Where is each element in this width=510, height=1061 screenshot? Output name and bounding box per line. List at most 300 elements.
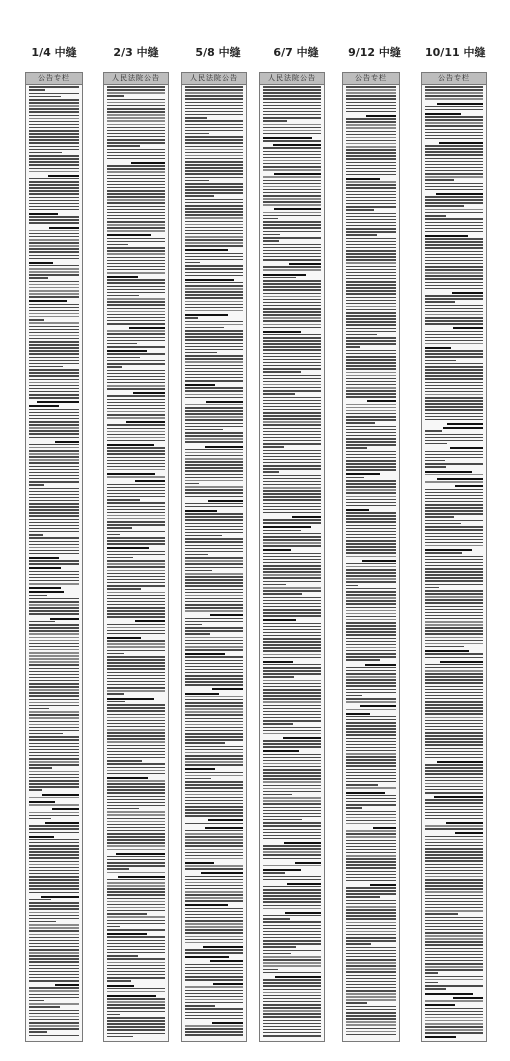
text-line [107,253,165,255]
text-line [107,760,142,762]
text-line [185,1002,243,1004]
text-line [107,447,165,449]
text-line [29,591,64,593]
text-line [107,1017,165,1019]
text-line [346,108,396,110]
text-line [425,539,483,541]
text-line [346,981,396,983]
text-line [287,883,321,885]
text-line [346,256,396,258]
text-line [263,403,321,405]
text-line [107,646,165,648]
text-line [263,979,321,981]
text-line [185,908,243,910]
text-line [346,334,377,336]
text-line [185,233,243,235]
text-line [425,606,483,608]
notice-column-3 [181,72,247,1042]
text-line [185,89,243,91]
text-line [263,450,321,452]
text-line [425,640,483,642]
text-line [425,770,483,772]
text-line [107,891,165,893]
text-line [107,995,156,997]
text-line [263,490,321,492]
text-line [185,394,243,396]
text-line [185,489,243,491]
text-line [185,317,198,319]
text-line [346,297,396,299]
text-line [263,705,321,707]
text-line [185,885,243,887]
text-line [185,633,210,635]
text-line [185,812,243,814]
text-line [346,968,396,970]
column-label-2: 2/3 中缝 [113,46,159,59]
text-line [425,437,483,439]
text-line [425,443,447,445]
text-line [29,484,44,486]
text-line [107,437,165,439]
column-label-6: 10/11 中缝 [425,46,486,59]
text-line [29,961,79,963]
text-line [263,314,321,316]
text-line [346,244,396,246]
text-line [185,675,243,677]
text-line [425,917,483,919]
text-line [185,775,243,777]
text-line [346,86,396,88]
text-line [29,456,79,458]
text-line [29,864,79,866]
text-line [185,643,243,645]
text-line [425,382,483,384]
text-line [425,777,483,779]
text-line [346,849,396,851]
text-line [29,915,79,917]
text-line [29,1000,44,1002]
text-line [346,368,396,370]
text-line [346,531,396,533]
text-line [346,191,396,193]
text-line [29,724,79,726]
text-line [107,704,165,706]
text-line [107,821,165,823]
text-line [185,624,202,626]
text-line [263,468,321,470]
text-line [346,893,396,895]
text-line [425,963,483,965]
text-line [346,887,396,889]
text-line [425,646,464,648]
text-line [425,451,483,453]
text-line [346,867,396,869]
text-line [425,713,483,715]
text-line [185,815,243,817]
text-line [346,817,396,819]
text-line [185,108,243,110]
text-line [185,275,243,277]
text-line [107,751,165,753]
text-line [107,576,165,578]
text-line [29,699,79,701]
text-line [185,964,243,966]
text-line [346,473,380,475]
text-line [185,410,243,412]
text-line [263,387,321,389]
text-line [107,250,165,252]
text-line [425,366,483,368]
text-line [185,470,243,472]
text-line [185,678,243,680]
text-line [263,641,321,643]
text-line [107,738,165,740]
text-line [346,356,396,358]
text-line [185,256,243,258]
text-line [107,767,165,769]
text-line [425,372,483,374]
text-line [263,124,321,126]
text-line [29,649,79,651]
text-line [346,588,396,590]
text-line [29,164,79,166]
text-line [29,646,79,648]
text-line [107,184,165,186]
text-line [29,912,79,914]
text-line [263,1004,321,1006]
text-line [425,860,483,862]
text-line [29,115,79,117]
text-line [346,682,396,684]
text-line [263,714,321,716]
text-line [263,785,321,787]
text-line [107,95,124,97]
text-line [263,92,321,94]
text-line [425,419,483,421]
text-line [346,384,396,386]
text-line [107,872,165,874]
column-header-4: 人民法院公告 [260,73,324,85]
text-line [425,764,483,766]
text-line [29,500,79,502]
text-line [346,496,396,498]
text-line [29,758,79,760]
text-line [29,133,79,135]
text-line [29,108,79,110]
text-line [425,848,483,850]
text-line [436,193,483,195]
text-line [29,553,79,555]
text-line [185,1025,243,1027]
text-line [185,230,243,232]
text-line [107,382,165,384]
text-line [29,801,55,803]
text-line [263,763,321,765]
text-line [263,664,321,666]
text-line [263,471,279,473]
text-line [346,340,396,342]
text-line [107,434,165,436]
text-line [107,340,165,342]
text-line [29,677,79,679]
text-line [185,133,209,135]
text-line [29,702,79,704]
text-line [425,799,483,801]
text-line [346,98,396,100]
text-line [29,168,79,170]
text-line [107,295,139,297]
text-line [425,786,483,788]
text-line [107,933,147,935]
text-line [434,796,483,798]
text-line [263,89,321,91]
text-line [346,940,396,942]
text-line [185,973,243,975]
text-line [29,876,79,878]
text-line [29,382,79,384]
text-line [263,296,321,298]
text-line [185,195,214,197]
text-line [346,569,396,571]
text-line [425,596,483,598]
text-line [107,473,155,475]
text-line [425,888,483,890]
text-line [425,129,483,131]
text-line [346,463,396,465]
text-line [107,244,128,246]
text-line [263,293,321,295]
text-line [425,615,483,617]
text-line [263,876,321,878]
text-line [107,991,165,993]
text-line [185,803,243,805]
text-line [185,772,243,774]
text-line [185,956,229,958]
text-line [425,732,483,734]
text-line [29,994,79,996]
text-line [107,998,165,1000]
text-line [425,882,483,884]
text-line [263,851,321,853]
text-line [263,384,321,386]
text-line [29,453,79,455]
text-line [425,584,483,586]
text-line [425,314,483,316]
text-line [107,701,125,703]
text-line [263,446,284,448]
text-line [185,842,243,844]
text-line [107,227,165,229]
text-line [346,447,367,449]
text-line [263,689,321,691]
column-text-2 [107,85,165,1039]
text-line [263,130,321,132]
text-line [425,215,446,217]
text-line [346,225,396,227]
text-line [425,397,483,399]
text-line [29,338,79,340]
text-line [425,209,483,211]
text-line [425,707,483,709]
text-line [263,559,321,561]
text-line [263,629,321,631]
text-line [425,388,483,390]
text-line [346,222,396,224]
text-line [425,98,483,100]
text-line [185,852,243,854]
text-line [185,474,243,476]
text-line [425,492,483,494]
text-line [263,331,301,333]
text-line [29,522,79,524]
text-line [263,708,321,710]
text-line [107,257,165,259]
text-line [346,840,396,842]
text-line [263,237,321,239]
text-line [107,783,165,785]
text-line [346,489,396,491]
text-line [425,744,483,746]
text-line [29,607,79,609]
text-line [107,127,165,129]
text-line [185,554,208,556]
text-line [185,416,243,418]
text-line [346,309,396,311]
text-line [185,1031,243,1033]
text-line [29,130,79,132]
text-line [425,717,483,719]
text-line [425,151,483,153]
text-line [203,946,243,948]
text-line [263,522,321,524]
text-line [29,643,79,645]
text-line [107,988,165,990]
text-line [263,231,321,233]
text-line [29,319,44,321]
text-line [185,486,243,488]
text-line [346,638,396,640]
text-line [185,397,243,399]
text-line [425,845,483,847]
text-line [107,894,165,896]
text-line [425,1017,483,1019]
text-line [425,704,483,706]
text-line [107,1007,165,1009]
text-line [185,749,243,751]
text-line [346,947,396,949]
text-line [425,434,483,436]
text-line [263,750,299,752]
text-line [263,533,321,535]
text-line [29,274,79,276]
text-line [263,606,321,608]
text-line [263,465,321,467]
text-line [107,152,165,154]
text-line [346,855,396,857]
text-line [346,419,396,421]
text-line [29,583,79,585]
text-line [263,898,321,900]
text-line [346,165,396,167]
text-line [346,241,396,243]
text-line [107,710,165,712]
text-line [346,896,380,898]
text-line [263,969,278,971]
text-line [425,113,461,115]
text-line [263,895,321,897]
text-line [185,949,243,951]
text-line [425,867,483,869]
text-line [425,954,483,956]
column-text-1 [29,85,79,1039]
text-line [346,454,396,456]
text-line [29,683,79,685]
text-line [107,898,165,900]
text-line [425,988,446,990]
text-line [346,353,396,355]
text-line [29,686,79,688]
text-line [425,241,483,243]
text-line [107,373,165,375]
text-line [29,721,79,723]
text-line [425,275,483,277]
text-line [107,444,154,446]
text-line [346,134,396,136]
text-line [346,272,396,274]
text-line [185,936,243,938]
text-line [346,578,396,580]
text-line [185,917,243,919]
text-line [263,593,302,595]
text-line [29,222,79,224]
text-line [346,798,396,800]
text-line [29,930,79,932]
text-line [107,543,165,545]
text-line [107,1014,120,1016]
text-line [346,804,396,806]
text-line [185,136,243,138]
text-line [185,967,243,969]
text-line [185,618,243,620]
text-line [185,739,243,741]
text-line [185,272,243,274]
text-line [425,562,483,564]
text-line [107,633,165,635]
text-line [29,541,79,543]
text-line [263,692,321,694]
text-line [346,653,396,655]
text-line [29,885,79,887]
text-line [366,115,396,117]
text-line [185,259,243,261]
text-line [346,238,396,240]
text-line [425,416,483,418]
text-line [29,181,79,183]
text-line [425,235,468,237]
text-line [185,640,243,642]
text-line [346,95,396,97]
text-line [346,738,396,740]
text-line [263,157,321,159]
text-line [346,124,396,126]
text-line [346,219,396,221]
text-line [107,592,165,594]
text-line [346,575,396,577]
text-line [107,247,165,249]
text-line [263,854,321,856]
text-line [346,993,396,995]
text-line [446,822,483,824]
